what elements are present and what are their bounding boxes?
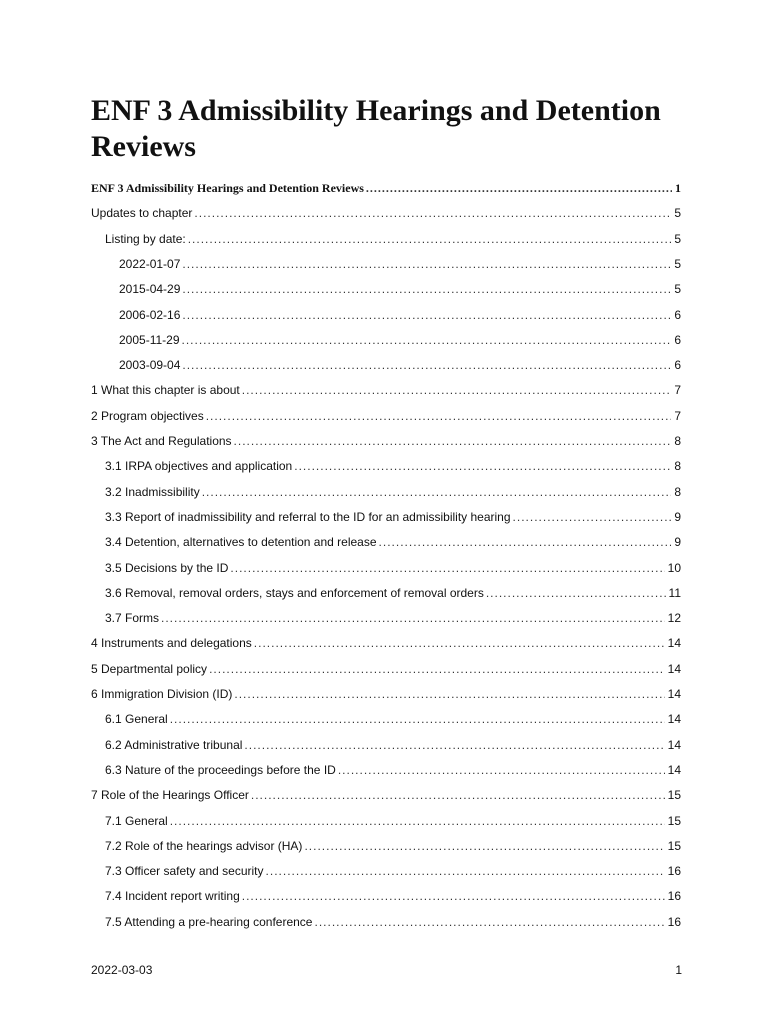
toc-entry-text: 2 Program objectives [91,408,204,423]
toc-leader-dots [186,229,672,249]
toc-entry-text: 1 What this chapter is about [91,383,240,398]
toc-entry-page: 14 [667,687,681,701]
toc-entry-text: 3.6 Removal, removal orders, stays and enforcement of removal orders [105,585,484,600]
toc-leader-dots [511,507,672,527]
toc-entry-text: Listing by date: [105,231,186,246]
toc-entry-text: Updates to chapter [91,206,193,221]
toc-entry[interactable] [91,785,681,805]
toc-entry-page: 16 [667,914,681,929]
toc-entry[interactable] [105,811,681,831]
toc-entry-text: 3.4 Detention, alternatives to detention and release [105,535,377,550]
toc-entry[interactable] [105,229,681,249]
toc-entry[interactable] [119,254,681,274]
toc-entry-page: 12 [667,611,681,626]
toc-leader-dots [180,254,671,274]
toc-entry[interactable] [105,558,681,578]
toc-entry-page: 15 [667,788,681,803]
toc-entry-page: 9 [674,535,681,550]
toc-entry[interactable] [91,203,681,223]
toc-entry-text: 4 Instruments and delegations [91,636,252,651]
toc-entry-text: 6.3 Nature of the proceedings before the ID [105,762,336,777]
toc-entry-text: ENF 3 Admissibility Hearings and Detention Reviews [91,181,364,195]
toc-entry[interactable] [105,507,681,527]
toc-entry-page: 16 [667,864,681,879]
toc-entry-page: 16 [667,889,681,904]
toc-entry-page: 15 [667,813,681,828]
toc-entry[interactable] [91,684,681,704]
toc-entry[interactable] [119,330,681,350]
toc-leader-dots [302,836,664,856]
toc-entry[interactable] [105,912,681,932]
toc-entry-page: 14 [667,737,681,752]
toc-leader-dots [204,406,672,426]
toc-leader-dots [242,735,664,755]
toc-entry-text: 7.5 Attending a pre-hearing conference [105,914,313,929]
toc-entry[interactable] [91,406,681,426]
toc-entry-page: 5 [674,256,681,271]
toc-leader-dots [180,279,671,299]
toc-leader-dots [240,380,672,400]
toc-leader-dots [180,330,672,350]
toc-leader-dots [312,912,664,932]
toc-entry-text: 6.2 Administrative tribunal [105,737,243,752]
toc-entry[interactable] [105,735,681,755]
toc-entry-text: 6.1 General [105,712,168,727]
toc-entry-page: 5 [674,231,681,246]
toc-leader-dots [228,558,664,578]
toc-entry-text: 3.3 Report of inadmissibility and referral to the ID for an admissibility hearing [105,509,511,524]
toc-leader-dots [264,861,665,881]
toc-entry-page: 6 [674,332,681,347]
toc-leader-dots [484,583,666,603]
toc-entry-text: 2003-09-04 [119,358,181,373]
toc-entry[interactable] [91,431,681,451]
footer-page-number: 1 [675,963,682,977]
toc-entry[interactable] [105,861,681,881]
toc-entry-page: 15 [667,838,681,853]
toc-entry-text: 7.2 Role of the hearings advisor (HA) [105,838,303,853]
document-title: ENF 3 Admissibility Hearings and Detention Reviews [91,94,661,163]
toc-leader-dots [364,178,672,198]
toc-entry-page: 6 [674,358,681,373]
toc-entry-text: 2022-01-07 [119,256,181,271]
toc-entry-page: 8 [674,434,681,448]
toc-entry[interactable] [105,482,681,502]
toc-entry[interactable] [119,355,681,375]
toc-entry-text: 6 Immigration Division (ID) [91,687,233,701]
toc-entry[interactable] [105,532,681,552]
toc-leader-dots [159,608,665,628]
toc-entry-text: 5 Departmental policy [91,661,208,676]
toc-entry-text: 3.5 Decisions by the ID [105,560,229,575]
toc-entry[interactable] [105,709,681,729]
toc-entry[interactable] [91,178,681,198]
toc-leader-dots [292,456,671,476]
toc-entry-text: 3.2 Inadmissibility [105,484,200,499]
toc-leader-dots [200,482,672,502]
toc-entry-page: 6 [674,307,681,322]
toc-entry-page: 14 [667,762,681,777]
toc-entry[interactable] [105,583,681,603]
toc-entry[interactable] [105,608,681,628]
toc-entry[interactable] [91,659,681,679]
toc-entry-page: 9 [674,509,681,524]
toc-entry-text: 3.7 Forms [105,611,160,626]
toc-entry[interactable] [91,633,681,653]
toc-entry[interactable] [105,836,681,856]
toc-entry-text: 7.1 General [105,813,168,828]
toc-entry[interactable] [105,760,681,780]
toc-leader-dots [249,785,665,805]
toc-entry-text: 3.1 IRPA objectives and application [105,459,293,474]
toc-entry-page: 14 [667,712,681,727]
toc-entry-text: 2005-11-29 [119,332,180,347]
toc-leader-dots [232,684,664,704]
toc-entry-page: 14 [667,661,681,676]
toc-entry-page: 7 [674,408,681,423]
toc-entry-text: 7.4 Incident report writing [105,889,240,904]
toc-entry-page: 5 [674,282,681,297]
toc-leader-dots [180,305,671,325]
toc-leader-dots [252,633,665,653]
toc-entry-page: 7 [674,383,681,398]
toc-leader-dots [168,709,665,729]
toc-leader-dots [377,532,672,552]
footer-date: 2022-03-03 [91,963,153,977]
toc-entry-text: 7 Role of the Hearings Officer [91,788,249,803]
toc-leader-dots [192,203,671,223]
toc-entry-page: 11 [668,585,681,600]
toc-entry-page: 10 [667,560,681,575]
toc-entry-page: 14 [667,636,681,651]
toc-entry[interactable] [119,305,681,325]
toc-entry[interactable] [105,456,681,476]
toc-leader-dots [180,355,671,375]
toc-leader-dots [336,760,665,780]
toc-entry-page: 5 [674,206,681,221]
toc-leader-dots [240,886,665,906]
toc-entry-page: 8 [674,484,681,499]
toc-entry[interactable] [119,279,681,299]
toc-entry[interactable] [91,380,681,400]
toc-entry-text: 2006-02-16 [119,307,181,322]
toc-entry[interactable] [105,886,681,906]
toc-leader-dots [207,659,665,679]
toc-entry-page: 1 [675,181,681,195]
toc-entry-page: 8 [674,459,681,474]
toc-entry-text: 2015-04-29 [119,282,181,297]
toc-entry-text: 7.3 Officer safety and security [105,864,264,879]
toc-leader-dots [232,431,672,451]
toc-leader-dots [168,811,665,831]
toc-entry-text: 3 The Act and Regulations [91,434,232,448]
